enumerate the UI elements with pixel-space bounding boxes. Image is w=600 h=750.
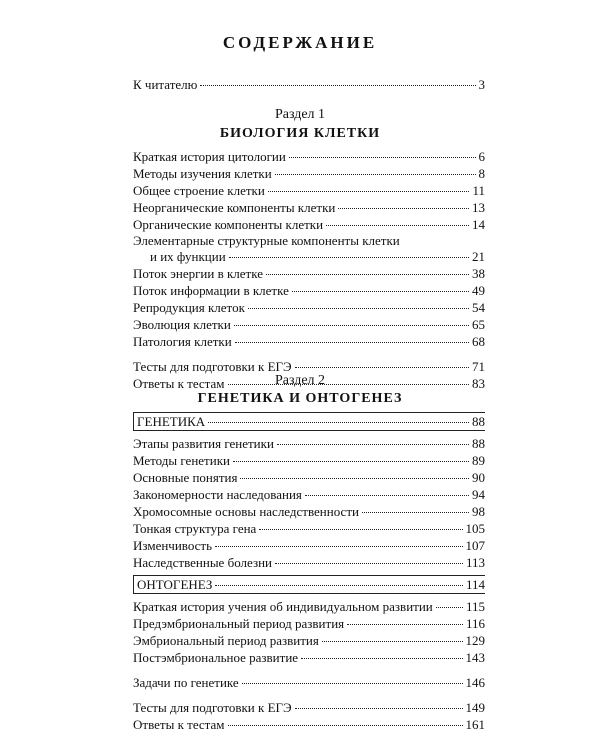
- entry-label: Общее строение клетки: [133, 183, 265, 198]
- entry-page: 14: [472, 217, 485, 232]
- toc-entry-tasks: [133, 674, 485, 691]
- entry-page: 113: [465, 555, 485, 570]
- toc-intro: [133, 76, 485, 93]
- entry-label: Элементарные структурные компоненты клетки: [133, 233, 400, 248]
- dot-leader: [275, 563, 463, 564]
- dot-leader: [248, 308, 469, 309]
- entry-page: 94: [472, 487, 485, 502]
- dot-leader: [240, 478, 469, 479]
- entry-label: Основные понятия: [133, 470, 238, 485]
- entry-label: Методы генетики: [133, 453, 230, 468]
- entry-label: Изменчивость: [133, 538, 213, 553]
- entry-page: 65: [472, 317, 485, 332]
- toc-entry: [133, 299, 485, 316]
- toc-entry: [133, 233, 485, 265]
- entry-page: 161: [465, 717, 485, 732]
- toc-entry: [133, 598, 485, 615]
- toc-entry: [133, 649, 485, 666]
- entry-label: Задачи по генетике: [133, 675, 239, 690]
- toc-entry: [133, 435, 485, 452]
- toc-entry: [133, 182, 485, 199]
- dot-leader: [326, 225, 469, 226]
- entry-page: 143: [465, 650, 485, 665]
- entry-label: Репродукция клеток: [133, 300, 245, 315]
- dot-leader: [362, 512, 469, 513]
- section-1-heading: БИОЛОГИЯ КЛЕТКИ: [219, 126, 381, 141]
- toc-entry: [133, 615, 485, 632]
- entry-page: 88: [472, 436, 485, 451]
- entry-page: 90: [472, 470, 485, 485]
- subsection-label: ОНТОГЕНЕЗ: [137, 577, 213, 592]
- toc-subsection-genetics: [133, 412, 485, 431]
- entry-page: 107: [465, 538, 485, 553]
- dot-leader: [436, 607, 463, 608]
- section-1-label: Раздел 1: [274, 107, 326, 122]
- dot-leader: [275, 174, 476, 175]
- dot-leader: [215, 546, 462, 547]
- dot-leader: [215, 585, 463, 586]
- entry-page: 38: [472, 266, 485, 281]
- subsection-label: ГЕНЕТИКА: [137, 414, 206, 429]
- dot-leader: [208, 422, 469, 423]
- dot-leader: [233, 461, 469, 462]
- toc-entry-answers: [133, 716, 485, 733]
- toc-entry-tests: [133, 699, 485, 716]
- dot-leader: [277, 444, 469, 445]
- entry-page: 149: [465, 700, 485, 715]
- entry-page: 6: [478, 149, 485, 164]
- entry-page: 88: [472, 414, 485, 429]
- entry-label: Поток информации в клетке: [133, 283, 289, 298]
- dot-leader: [305, 495, 469, 496]
- entry-label: К читателю: [133, 77, 198, 92]
- entry-label: Краткая история цитологии: [133, 149, 286, 164]
- toc-section-2: [133, 412, 485, 733]
- entry-page: 83: [472, 376, 485, 391]
- dot-leader: [322, 641, 463, 642]
- entry-label: Постэмбриональное развитие: [133, 650, 299, 665]
- entry-page: 68: [472, 334, 485, 349]
- dot-leader: [242, 683, 463, 684]
- toc-entry: [133, 76, 485, 93]
- toc-entry: [133, 265, 485, 282]
- toc-entry: [133, 199, 485, 216]
- entry-page: 8: [478, 166, 485, 181]
- toc-entry: [133, 520, 485, 537]
- dot-leader: [292, 291, 469, 292]
- entry-page: 98: [472, 504, 485, 519]
- dot-leader: [235, 342, 469, 343]
- section-2-heading: ГЕНЕТИКА И ОНТОГЕНЕЗ: [197, 391, 403, 406]
- dot-leader: [234, 325, 469, 326]
- dot-leader: [338, 208, 469, 209]
- entry-page: 49: [472, 283, 485, 298]
- toc-entry: [133, 554, 485, 571]
- entry-page: 129: [465, 633, 485, 648]
- dot-leader: [228, 725, 463, 726]
- toc-entry: [133, 165, 485, 182]
- entry-label: Неорганические компоненты клетки: [133, 200, 336, 215]
- entry-label: Методы изучения клетки: [133, 166, 272, 181]
- dot-leader: [289, 157, 476, 158]
- entry-page: 146: [465, 675, 485, 690]
- toc-entry: [133, 503, 485, 520]
- entry-page: 115: [465, 599, 485, 614]
- dot-leader: [295, 367, 469, 368]
- section-2-label: Раздел 2: [274, 373, 326, 388]
- toc-entry: [133, 452, 485, 469]
- entry-label: Предэмбриональный период развития: [133, 616, 345, 631]
- entry-label: Ответы к тестам: [133, 376, 225, 391]
- toc-entry: [133, 632, 485, 649]
- entry-label: Хромосомные основы наследственности: [133, 504, 359, 519]
- entry-label: Краткая история учения об индивидуальном развитии: [133, 599, 433, 614]
- entry-page: 13: [472, 200, 485, 215]
- entry-page: 116: [465, 616, 485, 631]
- dot-leader: [200, 85, 475, 86]
- entry-label: Ответы к тестам: [133, 717, 225, 732]
- entry-page: 89: [472, 453, 485, 468]
- entry-page: 21: [472, 249, 485, 264]
- toc-entry: [133, 486, 485, 503]
- entry-page: 11: [472, 183, 485, 198]
- dot-leader: [268, 191, 470, 192]
- toc-entry: [133, 469, 485, 486]
- toc-entry: [133, 148, 485, 165]
- entry-page: 105: [465, 521, 485, 536]
- entry-label: Этапы развития генетики: [133, 436, 274, 451]
- entry-label: Наследственные болезни: [133, 555, 272, 570]
- entry-label: Органические компоненты клетки: [133, 217, 324, 232]
- toc-entry: [133, 537, 485, 554]
- entry-page: 3: [478, 77, 485, 92]
- toc-entry: [133, 333, 485, 350]
- entry-label: Эмбриональный период развития: [133, 633, 319, 648]
- entry-label-continued: и их функции: [150, 249, 226, 264]
- entry-page: 114: [465, 577, 485, 592]
- entry-label: Тесты для подготовки к ЕГЭ: [133, 359, 292, 374]
- entry-label: Тесты для подготовки к ЕГЭ: [133, 700, 292, 715]
- dot-leader: [295, 708, 463, 709]
- entry-label: Тонкая структура гена: [133, 521, 257, 536]
- dot-leader: [259, 529, 462, 530]
- entry-label: Патология клетки: [133, 334, 232, 349]
- entry-label: Поток энергии в клетке: [133, 266, 263, 281]
- page-title: СОДЕРЖАНИЕ: [222, 33, 378, 52]
- dot-leader: [266, 274, 469, 275]
- dot-leader: [347, 624, 463, 625]
- entry-page: 71: [472, 359, 485, 374]
- dot-leader: [301, 658, 462, 659]
- toc-section-1: [133, 148, 485, 392]
- toc-entry: [133, 316, 485, 333]
- toc-entry: [133, 216, 485, 233]
- toc-entry: [133, 282, 485, 299]
- entry-label: Закономерности наследования: [133, 487, 302, 502]
- entry-label: Эволюция клетки: [133, 317, 231, 332]
- entry-page: 54: [472, 300, 485, 315]
- toc-subsection-ontogenesis: [133, 575, 485, 594]
- dot-leader: [229, 257, 469, 258]
